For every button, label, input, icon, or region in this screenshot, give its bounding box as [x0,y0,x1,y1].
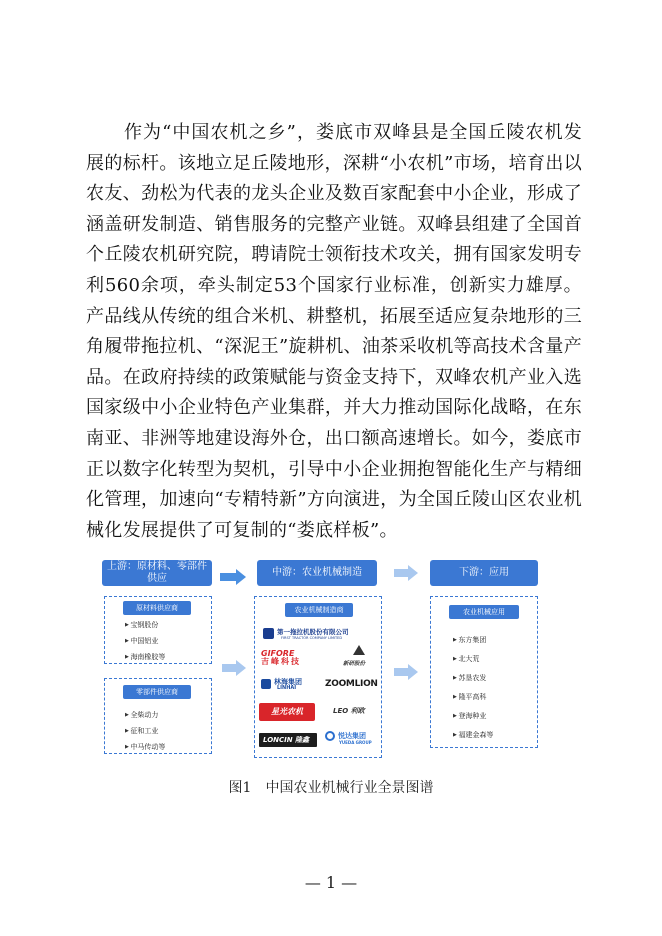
list-item: ▶ 北大荒 [453,650,493,669]
xinyan-logo: 新研股份 [341,645,377,671]
xingguang-logo: 星光农机 [259,703,315,721]
manufacturer-title: 农业机械制造商 [285,603,353,617]
downstream-header: 下游：应用 [430,560,538,586]
first-tractor-icon [263,628,274,639]
yueda-icon [325,731,335,741]
list-item: ▶ 海南橡胶等 [125,649,165,665]
linhai-icon [261,679,271,689]
arrow-right-icon [222,660,246,676]
figure-caption: 图1 中国农业机械行业全景图谱 [228,780,434,796]
first-tractor-logo: 第一拖拉机股份有限公司 FIRST TRACTOR COMPANY LIMITED [263,627,379,645]
list-item: ▶ 隆平高科 [453,688,493,707]
triangle-icon [353,645,365,655]
body-paragraph: 作为“中国农机之乡”，娄底市双峰县是全国丘陵农机发展的标杆。该地立足丘陵地形，深耕“小农机”市场，培育出以农友、劲松为代表的龙头企业及数百家配套中小企业，形成了涵盖研发制造、销售服务的完整产业链。双峰县组建了全国首个丘陵农机研究院，聘请院士领衔技术攻关，拥有国家发明专利560余项，牵头制定53个国家行业标准，创新实力雄厚。产品线从传统的组合米机、耕整机，拓展至适应复杂地形的三角履带拖拉机、“深泥王”旋耕机、油茶采收机等高技术含量产品。在政府持续的政策赋能与资金支持下，双峰农机产业入选国家级中小企业特色产业集群，并大力推动国际化战略，在东南亚、非洲等地建设海外仓，出口额高速增长。如今，娄底市正以数字化转型为契机，引导中小企业拥抱智能化生产与精细化管理，加速向“专精特新”方向演进，为全国丘陵山区农业机械化发展提供了可复制的“娄底样板”。 [86,122,582,541]
parts-title: 零部件供应商 [123,685,191,699]
list-item: ▶ 福建金森等 [453,726,493,745]
page-number: — 1 — [304,873,358,892]
leo-logo: LEO 利欧 [333,707,365,715]
arrow-right-icon [394,565,418,581]
list-item: ▶ 全柴动力 [125,707,165,723]
list-item: ▶ 宝钢股份 [125,617,165,633]
list-item: ▶ 苏垦农发 [453,669,493,688]
upstream-header: 上游：原材料、零部件供应 [102,560,212,586]
raw-material-title: 原材料供应商 [123,601,191,615]
midstream-header: 中游：农业机械制造 [257,560,377,586]
manufacturer-panel [254,596,382,758]
application-panel [430,596,538,748]
application-title: 农业机械应用 [449,605,519,619]
raw-material-panel [104,596,212,664]
industry-chain-figure [102,560,562,765]
list-item: ▶ 征和工业 [125,723,165,739]
gifore-logo: GIFORE 吉峰科技 [261,649,301,666]
list-item: ▶ 中国铝业 [125,633,165,649]
yueda-logo: 悦达集团 YUEDA GROUP [325,729,381,751]
linhai-logo: 林海集团 LINHAI [261,677,321,693]
parts-panel [104,678,212,754]
arrow-right-icon [394,664,418,680]
zoomlion-logo: ZOOMLION [325,679,378,689]
list-item: ▶ 中马传动等 [125,739,165,755]
arrow-right-icon [220,569,246,585]
list-item: ▶ 登海种业 [453,707,493,726]
loncin-logo: LONCIN 隆鑫 [259,733,317,747]
list-item: ▶ 东方集团 [453,631,493,650]
